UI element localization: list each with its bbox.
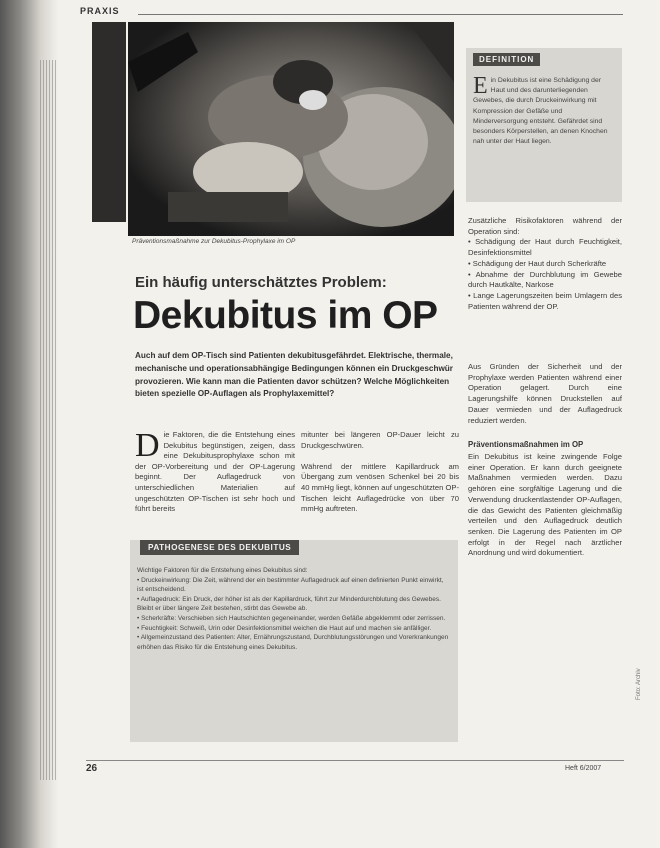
pathogenese-text bbox=[137, 566, 451, 652]
definition-body: in Dekubitus ist eine Schädigung der Haut und des darunterliegenden Gewebes, die durch Druckeinwirkung mit Kompression der Gefäße und Minderversorgung entsteht. Gefährdet sind besonders Körperstellen, an denen Knochen nah unter der Haut liegen. bbox=[473, 77, 608, 146]
book-gutter bbox=[0, 0, 58, 848]
journal-issue: Heft 6/2007 bbox=[565, 765, 602, 772]
footer-rule bbox=[86, 760, 624, 761]
section-header: PRAXIS bbox=[80, 6, 120, 16]
article-lead: Auch auf dem OP-Tisch sind Patienten dekubitusgefährdet. Elektrische, thermale, mechanische und operationsabhängige Bedingungen können ein Druckgeschwür provozieren. Wie kann man die Patienten davor schützen? Welche Möglichkeiten bieten spezielle OP-Auflagen als Prophylaxemittel? bbox=[135, 351, 453, 399]
list-item: • Druckeinwirkung: Die Zeit, während der ein bestimmter Auflagedruck auf einen definierten Punkt einwirkt, ist entscheidend. bbox=[137, 576, 444, 594]
drop-cap: D bbox=[135, 427, 160, 464]
photo-caption: Präventionsmaßnahme zur Dekubitus-Prophylaxe im OP bbox=[132, 238, 296, 245]
article-photo bbox=[128, 22, 454, 236]
body-column-2: mitunter bei längeren OP-Dauer leicht zu Druckgeschwüren. Während der mittlere Kapillardruck am Übergang zum venösen Schenkel bei 20 bis 40 mmHg liegt, können auf ungeschützten OP-Tischen leicht Auflagedrücke von über 70 mmHg auftreten. bbox=[301, 430, 459, 514]
pathogenese-tag: PATHOGENESE DES DEKUBITUS bbox=[140, 540, 299, 555]
body-text-1: ie Faktoren, die die Entstehung eines Dekubitus begünstigen, zeigen, dass eine Dekubitusprophylaxe schon mit der OP-Vorbereitung und der OP-Lagerung beginnt. Der Auflagedruck von unterschiedlichen Materialien auf ungeschützten OP-Tischen ist sehr hoch und führt bereits bbox=[135, 430, 295, 514]
article-subtitle: Ein häufig unterschätztes Problem: bbox=[135, 274, 387, 291]
right-column-risk-factors: Zusätzliche Risikofaktoren während der Operation sind: • Schädigung der Haut durch Feuchtigkeit, Desinfektionsmittel • Schädigung der Haut durch Scherkräfte • Abnahme der Durchblutung im Gewebe durch Hautkälte, Narkose • Lange Lagerungszeiten beim Umlagern des Patienten während der OP. bbox=[468, 216, 622, 311]
prevention-text: Ein Dekubitus ist keine zwingende Folge einer Operation. Er kann durch geeignete Maßnahmen vermieden werden. Dazu gehören eine sorgfältige Lagerung und die Verwendung druckentlastender OP-Auflagen, die das Gewicht des Patienten gleichmäßig verteilen und den Auflagedruck deutlich senken. Die Lagerung des Patienten im OP erfolgt in der Regel nach ärztlicher Anordnung und wird dokumentiert. bbox=[468, 452, 622, 558]
prevention-heading: Präventionsmaßnahmen im OP bbox=[468, 440, 584, 449]
list-item: • Allgemeinzustand des Patienten: Alter, Ernährungszustand, Durchblutungsstörungen und Vorerkrankungen erhöhen das Risiko für die Entstehung eines Dekubitus. bbox=[137, 634, 449, 651]
list-item: • Scherkräfte: Verschieben sich Hautschichten gegeneinander, werden Gefäße abgeklemmt oder zerrissen. bbox=[137, 614, 446, 622]
list-item: • Feuchtigkeit: Schweiß, Urin oder Desinfektionsmittel weichen die Haut auf und machen sie anfälliger. bbox=[137, 624, 432, 632]
definition-drop-cap: E bbox=[473, 73, 488, 99]
body-column-1 bbox=[135, 427, 295, 515]
page-number: 26 bbox=[86, 763, 98, 774]
section-tab bbox=[92, 22, 126, 222]
list-item: • Auflagedruck: Ein Druck, der höher ist als der Kapillardruck, führt zur Minderdurchblutung des Gewebes. Bleibt er über längere Zeit bestehen, stirbt das Gewebe ab. bbox=[137, 595, 441, 613]
photo-credit: Foto: Archiv bbox=[636, 668, 642, 700]
pathogenese-intro: Wichtige Faktoren für die Entstehung eines Dekubitus sind: bbox=[137, 567, 308, 574]
article-title: Dekubitus im OP bbox=[133, 294, 438, 337]
definition-tag: DEFINITION bbox=[473, 53, 540, 66]
header-rule bbox=[138, 14, 623, 15]
definition-text bbox=[473, 73, 617, 147]
right-column-paragraph: Aus Gründen der Sicherheit und der Prophylaxe werden Patienten während einer Operation gelagert. Durch eine Lagerungshilfe können Druckstellen auf Dauer vermieden und der Auflagedruck reduziert werden. bbox=[468, 362, 622, 425]
